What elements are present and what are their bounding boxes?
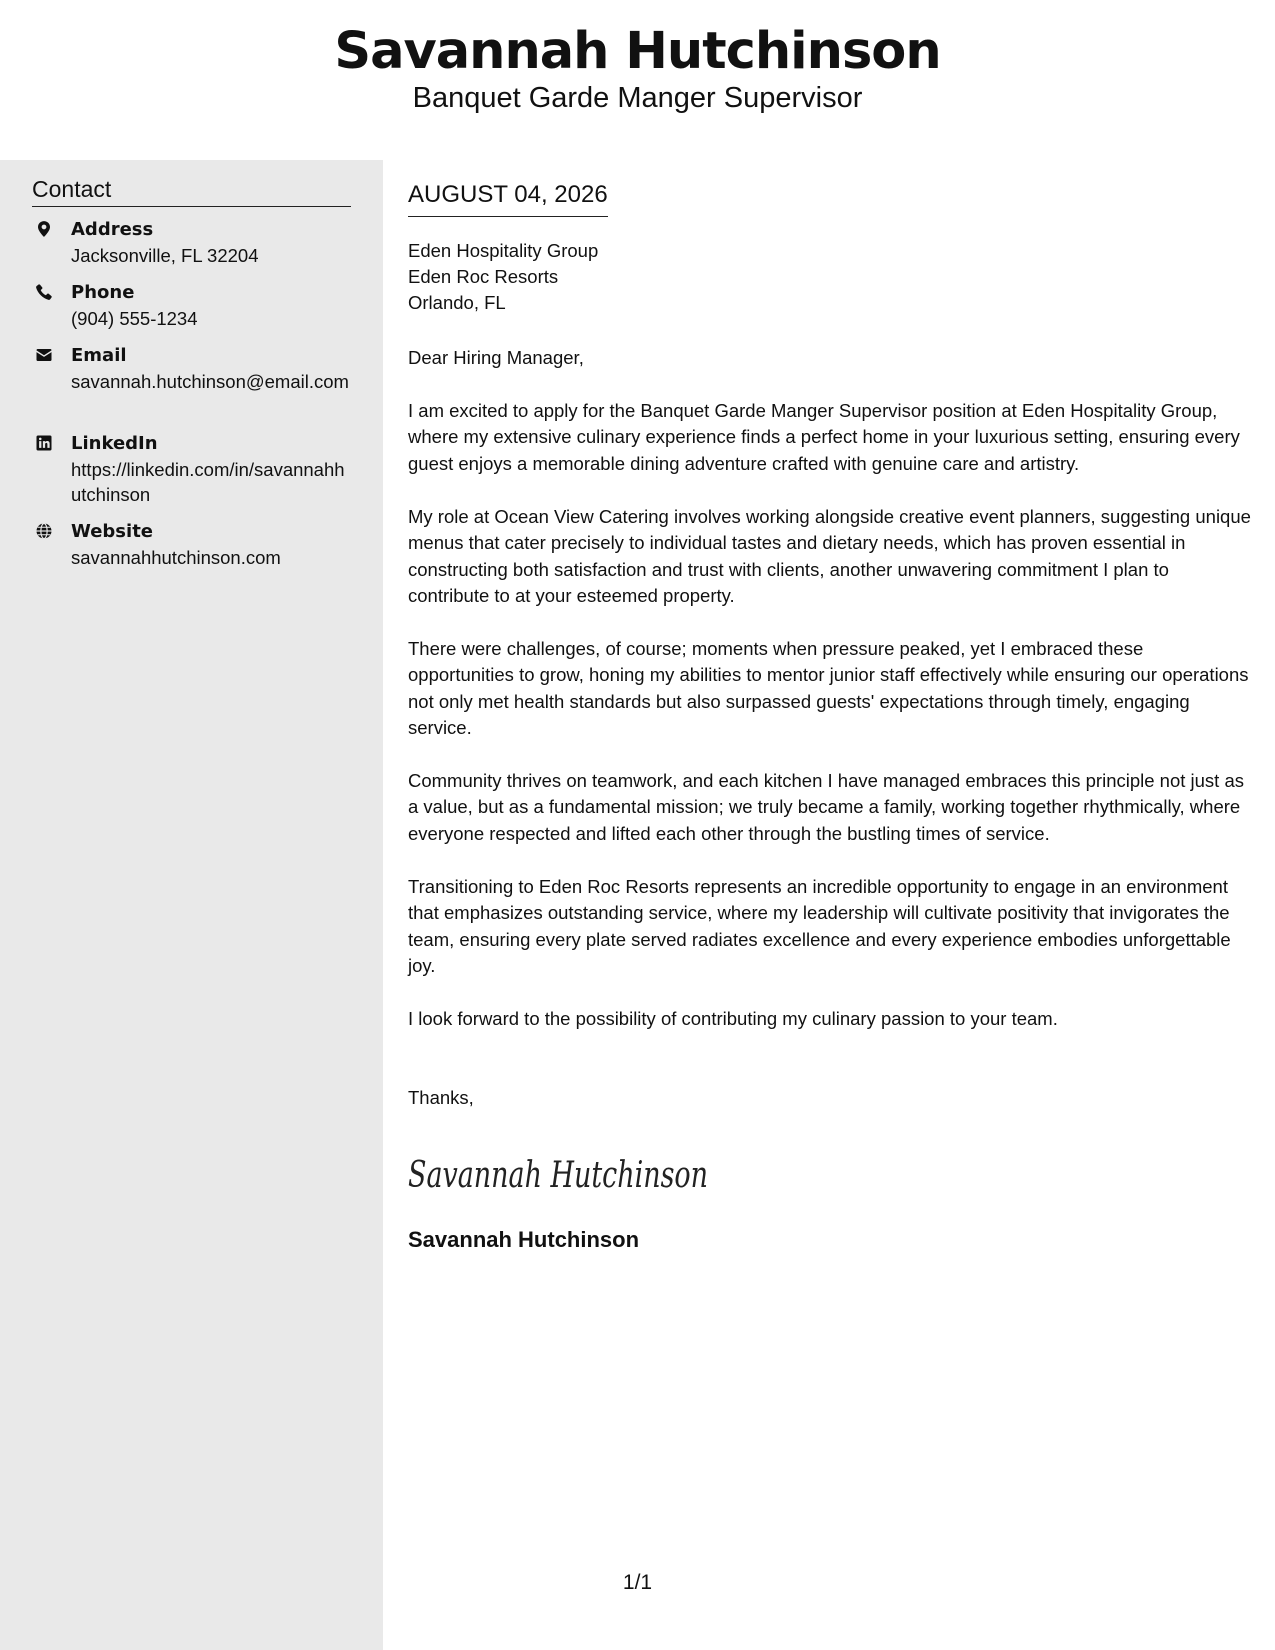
recipient-line: Orlando, FL — [408, 292, 506, 313]
address-label: Address — [71, 219, 154, 240]
globe-icon — [35, 522, 53, 540]
contact-sidebar — [0, 160, 383, 1650]
recipient-line: Eden Hospitality Group — [408, 240, 599, 261]
paragraph: My role at Ocean View Catering involves working alongside creative event planners, suggesting unique menus that cater precisely to individual tastes and dietary needs, which has proven essential in constructing both satisfaction and trust with clients, another unwavering commitment I plan to contribute to at your esteemed property. — [408, 506, 1251, 606]
signature-image — [408, 1142, 708, 1202]
paragraph: I am excited to apply for the Banquet Garde Manger Supervisor position at Eden Hospitality Group, where my extensive culinary experience finds a perfect home in your luxurious setting, ensuring every guest enjoys a memorable dining adventure crafted with genuine care and artistry. — [408, 400, 1240, 474]
linkedin-label: LinkedIn — [71, 433, 158, 454]
paragraph: I look forward to the possibility of contributing my culinary passion to your team. — [408, 1008, 1058, 1029]
email-value[interactable]: savannah.hutchinson@email.com — [71, 371, 349, 392]
linkedin-icon — [35, 434, 53, 452]
signature-text: Savannah Hutchinson — [408, 1155, 708, 1196]
map-pin-icon — [35, 220, 53, 238]
paragraph: Community thrives on teamwork, and each kitchen I have managed embraces this principle not just as a value, but as a fundamental mission; we truly became a family, working together rhythmically, where everyone respected and lifted each other through the bustling times of service. — [408, 770, 1244, 844]
paragraph: Transitioning to Eden Roc Resorts represents an incredible opportunity to engage in an environment that emphasizes outstanding service, where my leadership will cultivate positivity that invigorates the team, ensuring every plate served radiates excellence and every experience embodies unforgettable joy. — [408, 876, 1231, 976]
email-label: Email — [71, 345, 127, 366]
website-value[interactable]: savannahhutchinson.com — [71, 547, 281, 568]
salutation: Dear Hiring Manager, — [408, 347, 584, 368]
phone-icon — [35, 283, 53, 301]
header — [0, 0, 1275, 160]
recipient-block — [408, 238, 598, 316]
website-label: Website — [71, 521, 154, 542]
page-number: 1/1 — [622, 1571, 653, 1594]
linkedin-value[interactable]: https://linkedin.com/in/savannahhutchinson — [71, 459, 345, 505]
signer-name: Savannah Hutchinson — [408, 1227, 640, 1252]
phone-label: Phone — [71, 282, 135, 303]
candidate-name: Savannah Hutchinson — [334, 22, 941, 81]
letter-date: AUGUST 04, 2026 — [408, 180, 608, 217]
contact-heading: Contact — [32, 174, 351, 207]
paragraph: There were challenges, of course; moments when pressure peaked, yet I embraced these opportunities to grow, honing my abilities to mentor junior staff effectively while ensuring our operations not only met health standards but also surpassed guests' expectations through timely, engaging service. — [408, 638, 1249, 738]
job-title: Banquet Garde Manger Supervisor — [412, 82, 863, 114]
recipient-line: Eden Roc Resorts — [408, 266, 559, 287]
envelope-icon — [35, 346, 53, 364]
address-value: Jacksonville, FL 32204 — [71, 245, 259, 266]
phone-value: (904) 555-1234 — [71, 308, 198, 329]
closing: Thanks, — [408, 1087, 474, 1108]
